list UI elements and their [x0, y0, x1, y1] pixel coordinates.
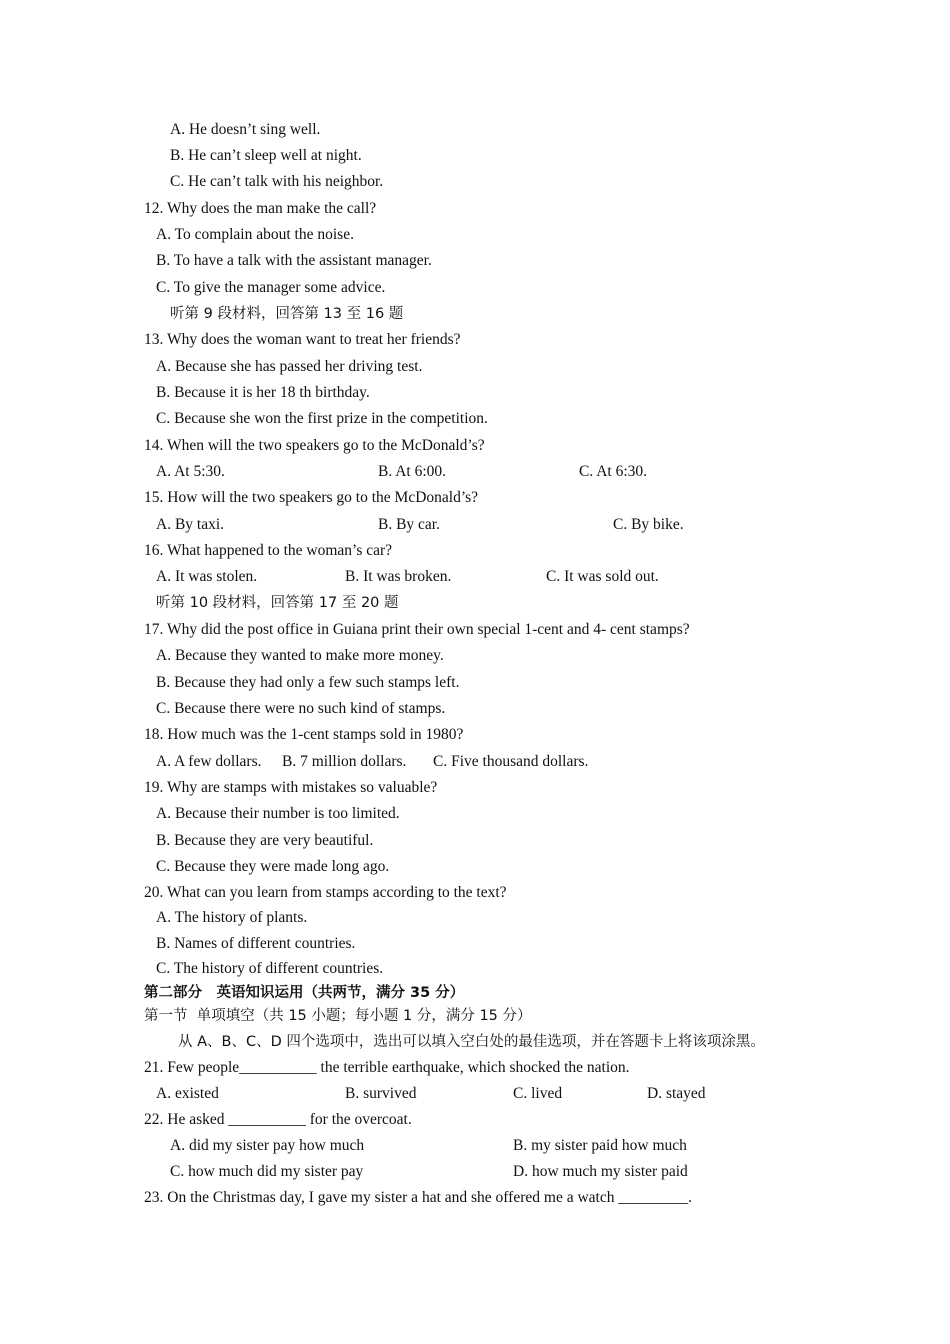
q20-option-a: A. The history of plants. — [156, 909, 308, 926]
q18-option-a: A. A few dollars. — [156, 753, 262, 770]
q18-question: 18. How much was the 1-cent stamps sold in 1980? — [144, 726, 464, 743]
q21-option-b: B. survived — [345, 1085, 417, 1102]
q21-question: 21. Few people__________ the terrible earthquake, which shocked the nation. — [144, 1059, 630, 1076]
q14-option-b: B. At 6:00. — [378, 463, 447, 480]
q16-question: 16. What happened to the woman’s car? — [144, 542, 393, 559]
single-choice-instruction: 从 A、B、C、D 四个选项中，选出可以填入空白处的最佳选项，并在答题卡上将该项涂黑。 — [178, 1034, 765, 1050]
q17-question: 17. Why did the post office in Guiana print their own special 1-cent and 4- cent stamps? — [144, 621, 690, 638]
q11-option-a: A. He doesn’t sing well. — [170, 121, 321, 138]
q19-option-c: C. Because they were made long ago. — [156, 858, 390, 875]
part-2-section-1-heading: 第一节 单项填空（共 15 小题；每小题 1 分，满分 15 分） — [144, 1008, 532, 1024]
q21-option-c: C. lived — [513, 1085, 563, 1102]
q16-option-b: B. It was broken. — [345, 568, 452, 585]
q11-option-b: B. He can’t sleep well at night. — [170, 147, 362, 164]
q15-question: 15. How will the two speakers go to the McDonald’s? — [144, 489, 479, 506]
q17-option-a: A. Because they wanted to make more money. — [156, 647, 444, 664]
q12-question: 12. Why does the man make the call? — [144, 200, 377, 217]
q15-option-b: B. By car. — [378, 516, 440, 533]
q21-option-d: D. stayed — [647, 1085, 706, 1102]
q18-option-b: B. 7 million dollars. — [282, 753, 407, 770]
q14-option-a: A. At 5:30. — [156, 463, 225, 480]
q16-option-a: A. It was stolen. — [156, 568, 258, 585]
q13-option-a: A. Because she has passed her driving test. — [156, 358, 423, 375]
q13-option-b: B. Because it is her 18 th birthday. — [156, 384, 370, 401]
q12-option-a: A. To complain about the noise. — [156, 226, 354, 243]
q22-question: 22. He asked __________ for the overcoat. — [144, 1111, 412, 1128]
q11-option-c: C. He can’t talk with his neighbor. — [170, 173, 384, 190]
q21-option-a: A. existed — [156, 1085, 219, 1102]
part-2-heading: 第二部分 英语知识运用（共两节，满分 35 分） — [144, 985, 465, 1001]
q20-question: 20. What can you learn from stamps according to the text? — [144, 884, 507, 901]
q16-option-c: C. It was sold out. — [546, 568, 659, 585]
q19-question: 19. Why are stamps with mistakes so valuable? — [144, 779, 438, 796]
q12-option-b: B. To have a talk with the assistant manager. — [156, 252, 432, 269]
q22-option-b: B. my sister paid how much — [513, 1137, 687, 1154]
q14-option-c: C. At 6:30. — [579, 463, 648, 480]
q22-option-a: A. did my sister pay how much — [170, 1137, 365, 1154]
section-10-instruction: 听第 10 段材料，回答第 17 至 20 题 — [156, 595, 399, 611]
q15-option-c: C. By bike. — [613, 516, 684, 533]
q19-option-b: B. Because they are very beautiful. — [156, 832, 374, 849]
q13-option-c: C. Because she won the first prize in the competition. — [156, 410, 488, 427]
q18-option-c: C. Five thousand dollars. — [433, 753, 589, 770]
q19-option-a: A. Because their number is too limited. — [156, 805, 400, 822]
q20-option-b: B. Names of different countries. — [156, 935, 356, 952]
q17-option-b: B. Because they had only a few such stamps left. — [156, 674, 460, 691]
q22-option-d: D. how much my sister paid — [513, 1163, 688, 1180]
q17-option-c: C. Because there were no such kind of stamps. — [156, 700, 446, 717]
q14-question: 14. When will the two speakers go to the McDonald’s? — [144, 437, 485, 454]
q13-question: 13. Why does the woman want to treat her friends? — [144, 331, 461, 348]
q22-option-c: C. how much did my sister pay — [170, 1163, 364, 1180]
q12-option-c: C. To give the manager some advice. — [156, 279, 386, 296]
q20-option-c: C. The history of different countries. — [156, 960, 384, 977]
q23-question: 23. On the Christmas day, I gave my sister a hat and she offered me a watch _________. — [144, 1189, 692, 1206]
section-9-instruction: 听第 9 段材料，回答第 13 至 16 题 — [170, 306, 404, 322]
q15-option-a: A. By taxi. — [156, 516, 225, 533]
